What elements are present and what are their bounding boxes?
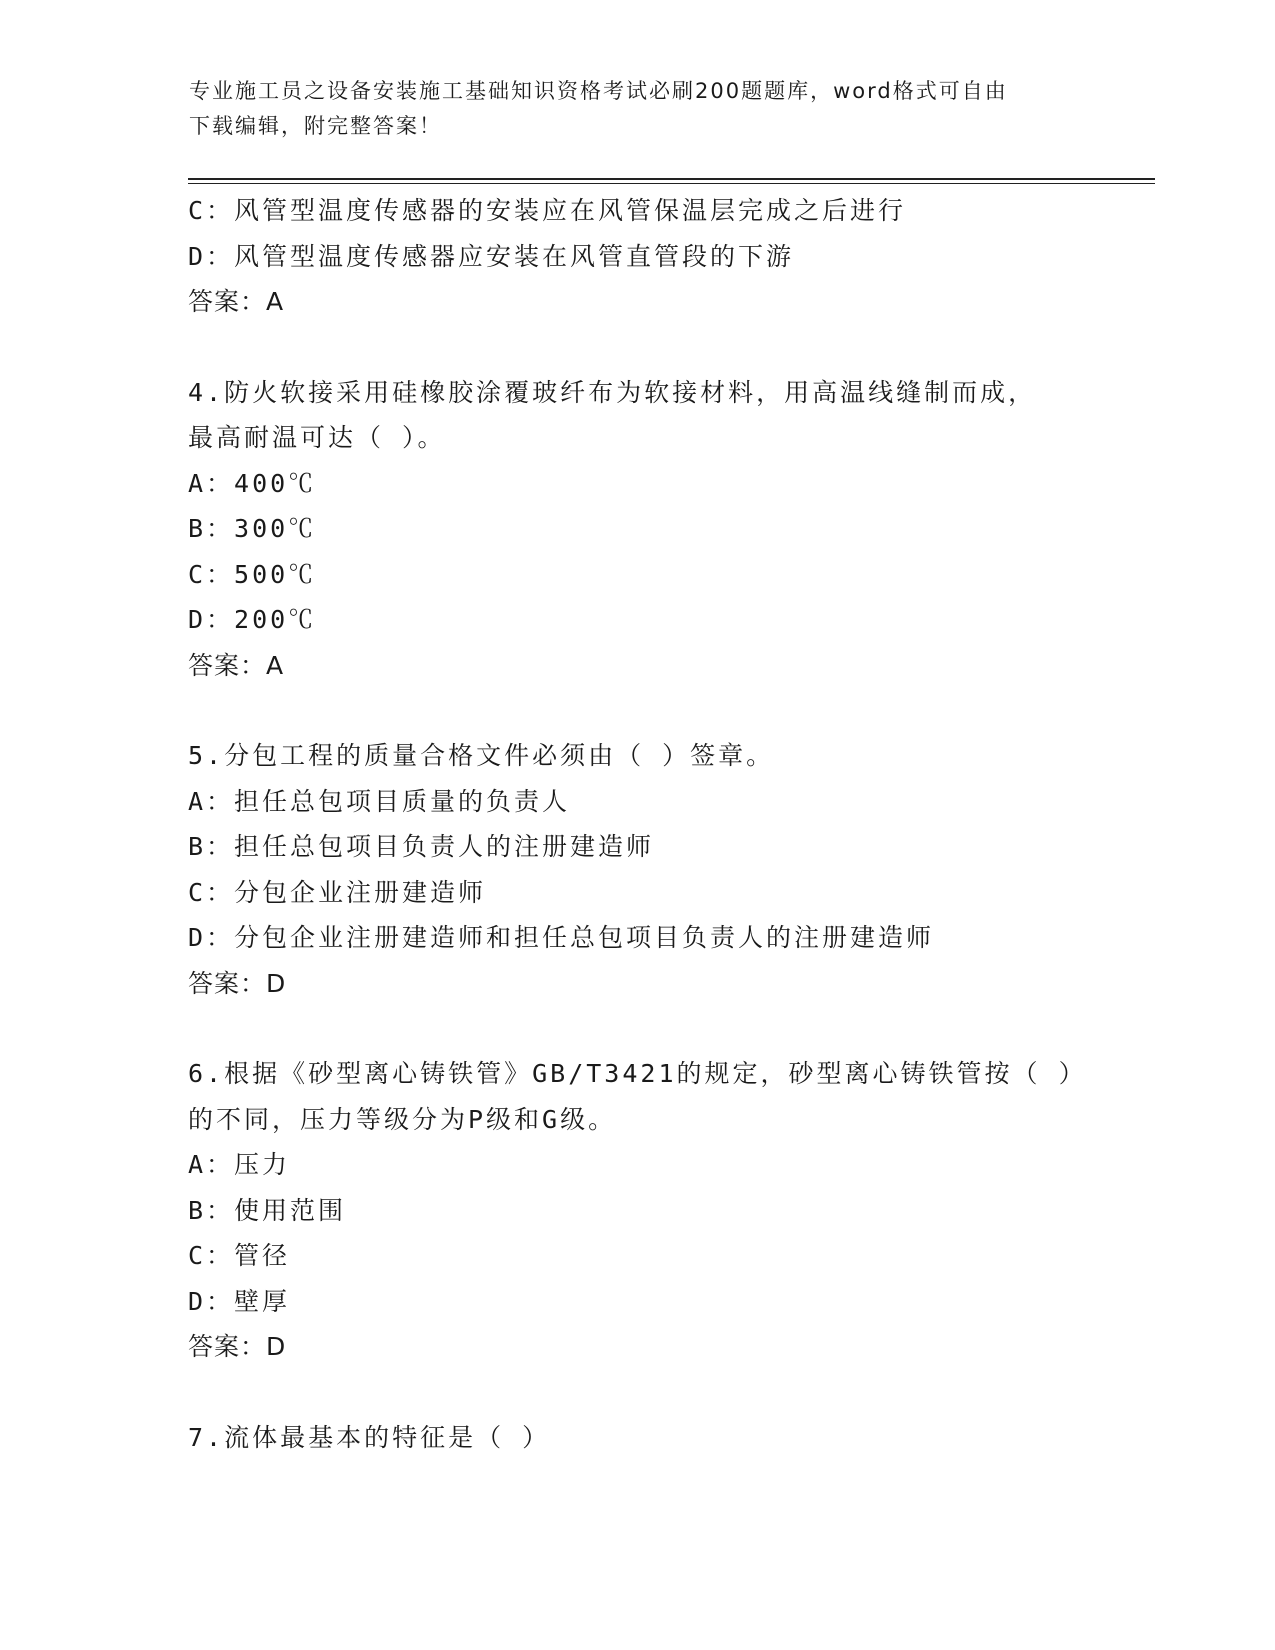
option-c: C：管径 <box>188 1241 291 1270</box>
option-b: B：300℃ <box>188 514 317 543</box>
header-divider-thick <box>188 178 1155 180</box>
question-5 <box>188 733 1148 1006</box>
question-3-tail <box>188 188 1148 325</box>
option-b: B：担任总包项目负责人的注册建造师 <box>188 832 655 861</box>
spacer <box>188 688 1148 733</box>
answer-line: 答案：A <box>188 287 285 316</box>
question-7 <box>188 1415 1148 1461</box>
question-stem-line-1: 4.防火软接采用硅橡胶涂覆玻纤布为软接材料，用高温线缝制而成， <box>188 377 1037 407</box>
header-title-line-1: 专业施工员之设备安装施工基础知识资格考试必刷200题题库，word格式可自由 <box>189 79 1008 103</box>
spacer <box>188 325 1148 370</box>
option-c: C：分包企业注册建造师 <box>188 877 487 907</box>
answer-line: 答案：D <box>188 1332 287 1361</box>
question-stem: 5.分包工程的质量合格文件必须由（ ）签章。 <box>188 741 775 770</box>
header-divider-thin <box>188 183 1155 184</box>
option-c: C：风管型温度传感器的安装应在风管保温层完成之后进行 <box>188 196 907 225</box>
option-d: D：壁厚 <box>188 1286 291 1316</box>
question-stem: 7.流体最基本的特征是（ ） <box>188 1422 551 1452</box>
question-stem-line-1: 6.根据《砂型离心铸铁管》GB/T3421的规定，砂型离心铸铁管按（ ） <box>188 1059 1087 1088</box>
option-a: A：400℃ <box>188 468 317 498</box>
spacer <box>188 1370 1148 1415</box>
option-d: D：风管型温度传感器应安装在风管直管段的下游 <box>188 241 795 271</box>
spacer <box>188 1006 1148 1051</box>
question-stem-line-2: 的不同，压力等级分为P级和G级。 <box>188 1104 617 1134</box>
question-6 <box>188 1051 1148 1370</box>
document-header <box>189 74 1089 144</box>
answer-line: 答案：D <box>188 968 287 998</box>
option-c: C：500℃ <box>188 559 317 589</box>
option-d: D：分包企业注册建造师和担任总包项目负责人的注册建造师 <box>188 923 935 952</box>
option-a: A：担任总包项目质量的负责人 <box>188 786 571 816</box>
option-d: D：200℃ <box>188 605 317 634</box>
question-stem-line-2: 最高耐温可达（ ）。 <box>188 423 446 452</box>
answer-line: 答案：A <box>188 650 285 680</box>
question-4 <box>188 370 1148 689</box>
option-a: A：压力 <box>188 1150 291 1179</box>
header-title-line-2: 下载编辑，附完整答案！ <box>189 114 442 138</box>
question-content <box>188 188 1148 1460</box>
option-b: B：使用范围 <box>188 1195 347 1225</box>
